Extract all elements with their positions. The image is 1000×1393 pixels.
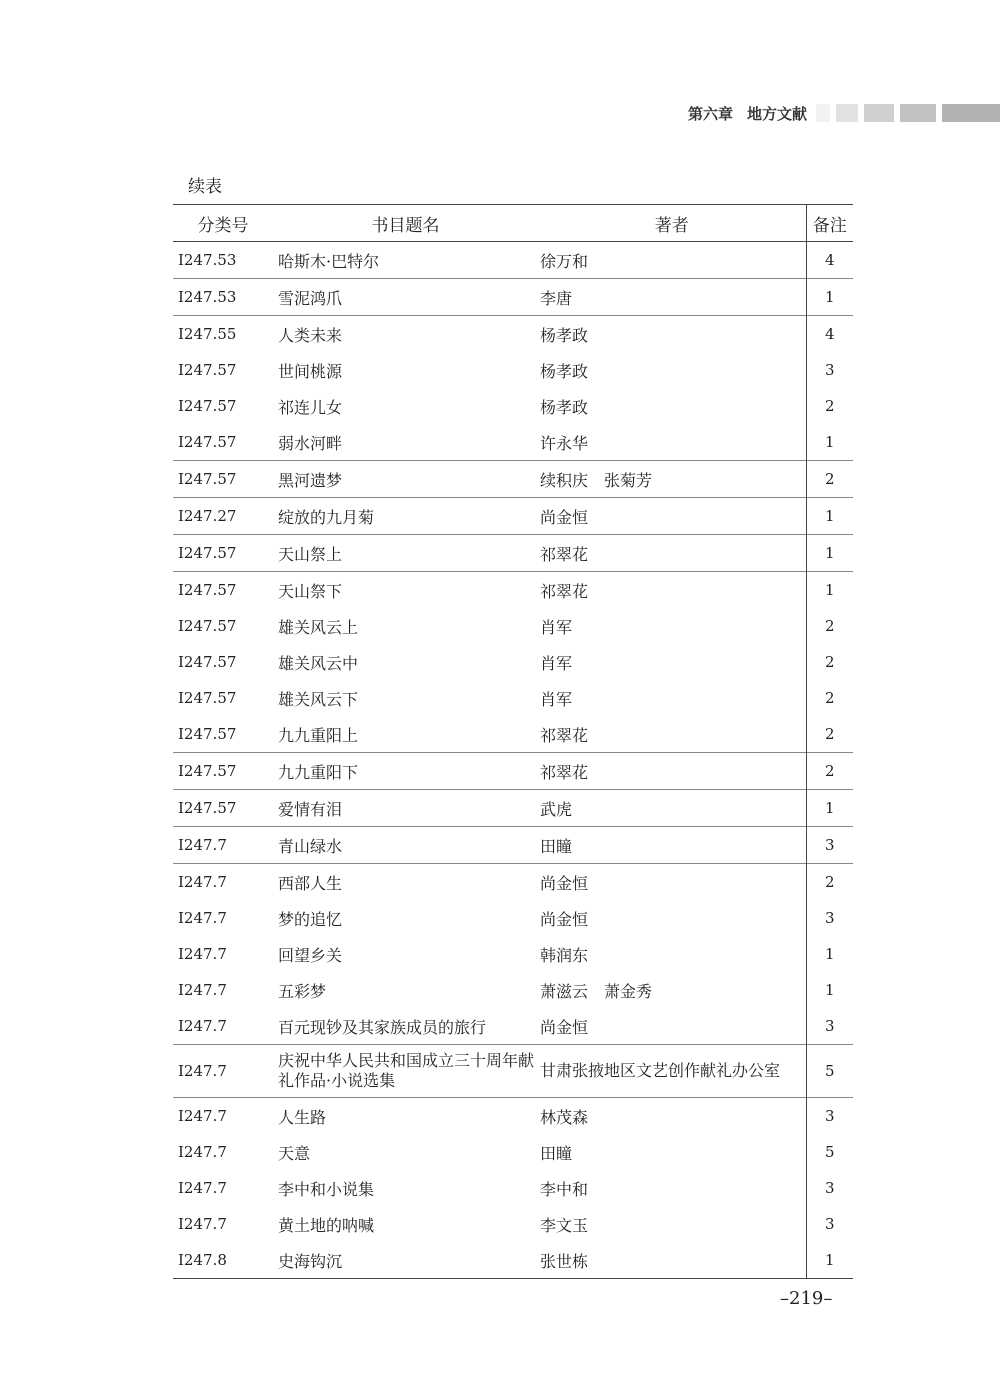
cell-title: 五彩梦 [278, 981, 327, 1001]
cell-author: 祁翠花 [540, 725, 589, 745]
cell-title: 祁连儿女 [278, 397, 343, 417]
section-label: 地方文献 [747, 105, 808, 123]
table-row [173, 572, 853, 609]
cell-code: I247.57 [178, 361, 237, 379]
cell-author: 杨孝政 [540, 397, 589, 417]
cell-title: 绽放的九月菊 [273, 498, 538, 535]
cell-title: 雄关风云中 [278, 653, 359, 673]
table-row [173, 864, 853, 901]
cell-note: 2 [806, 388, 853, 424]
table-row [173, 680, 853, 716]
continued-label: 续表 [188, 177, 222, 197]
cell-title: 百元现钞及其家族成员的旅行 [278, 1017, 487, 1037]
cell-code: I247.57 [178, 433, 237, 451]
cell-title: 天意 [278, 1143, 311, 1163]
table-row [173, 1008, 853, 1045]
cell-title: 李中和小说集 [278, 1179, 375, 1199]
cell-author: 祁翠花 [538, 572, 806, 609]
table-row [173, 644, 853, 680]
cell-note: 2 [806, 608, 853, 644]
cell-note: 1 [806, 972, 853, 1008]
cell-title: 雪泥鸿爪 [273, 279, 538, 316]
cell-note: 5 [806, 1134, 853, 1170]
cell-code: I247.57 [178, 725, 237, 743]
cell-author: 肖军 [540, 617, 573, 637]
cell-author: 祁翠花 [538, 535, 806, 572]
table-row [173, 1045, 853, 1098]
table-row [173, 900, 853, 936]
cell-note: 3 [806, 1206, 853, 1242]
table-row [173, 424, 853, 461]
cell-note: 1 [806, 424, 853, 461]
cell-note: 2 [806, 753, 853, 790]
cell-code: I247.57 [178, 617, 237, 635]
cell-code: I247.7 [178, 1017, 227, 1035]
cell-title: 九九重阳上 [278, 725, 359, 745]
cell-title: 梦的追忆 [278, 909, 343, 929]
cell-code: I247.57 [173, 790, 273, 827]
cell-author: 李中和 [540, 1179, 589, 1199]
cell-note: 4 [806, 316, 853, 353]
table-row [173, 535, 853, 572]
cell-author: 张世栋 [538, 1242, 806, 1279]
decor-bar [816, 104, 830, 122]
cell-title: 人类未来 [273, 316, 538, 353]
table-row [173, 242, 853, 279]
cell-code: I247.7 [178, 945, 227, 963]
decor-bar [836, 104, 858, 122]
cell-author: 续积庆 张菊芳 [538, 461, 806, 498]
cell-note: 2 [806, 461, 853, 498]
cell-code: I247.7 [178, 1215, 227, 1233]
table-row [173, 1098, 853, 1135]
column-header-note: 备注 [806, 205, 853, 242]
table-row [173, 388, 853, 424]
cell-author: 萧滋云 萧金秀 [540, 981, 653, 1001]
cell-author: 李唐 [538, 279, 806, 316]
column-header-code: 分类号 [173, 205, 273, 242]
cell-note: 1 [806, 535, 853, 572]
table-row [173, 972, 853, 1008]
table-row [173, 461, 853, 498]
cell-title: 九九重阳下 [273, 753, 538, 790]
column-header-author: 著者 [538, 205, 806, 242]
cell-author: 肖军 [540, 689, 573, 709]
cell-code: I247.57 [173, 461, 273, 498]
cell-author: 杨孝政 [540, 361, 589, 381]
cell-note: 1 [806, 1242, 853, 1279]
cell-title: 庆祝中华人民共和国成立三十周年献礼作品·小说选集 [273, 1045, 538, 1098]
cell-note: 4 [806, 242, 853, 279]
cell-note: 3 [806, 900, 853, 936]
cell-title: 哈斯木·巴特尔 [278, 251, 380, 271]
table-row [173, 352, 853, 388]
cell-code: I247.7 [178, 981, 227, 999]
cell-note: 3 [806, 827, 853, 864]
table-row [173, 279, 853, 316]
cell-note: 3 [806, 1098, 853, 1135]
cell-title: 回望乡关 [278, 945, 343, 965]
cell-note: 2 [806, 644, 853, 680]
cell-author: 武虎 [538, 790, 806, 827]
cell-author: 许永华 [540, 433, 589, 453]
cell-code: I247.57 [178, 653, 237, 671]
cell-code: I247.7 [173, 827, 273, 864]
cell-note: 2 [806, 680, 853, 716]
cell-code: I247.8 [173, 1242, 273, 1279]
table-row [173, 1170, 853, 1206]
cell-author: 尚金恒 [538, 864, 806, 901]
cell-code: I247.7 [178, 1143, 227, 1161]
table-row [173, 316, 853, 353]
table-row [173, 790, 853, 827]
cell-author: 徐万和 [540, 251, 589, 271]
table-row [173, 498, 853, 535]
cell-author: 林茂森 [538, 1098, 806, 1135]
book-table [173, 204, 853, 1279]
table-header-row [173, 205, 853, 242]
cell-title: 世间桃源 [278, 361, 343, 381]
cell-code: I247.7 [173, 864, 273, 901]
cell-code: I247.7 [178, 1179, 227, 1197]
cell-title: 天山祭下 [273, 572, 538, 609]
cell-author: 杨孝政 [538, 316, 806, 353]
page-number: –219– [780, 1288, 833, 1309]
cell-code: I247.57 [173, 572, 273, 609]
table-row [173, 608, 853, 644]
decor-bar [942, 104, 1000, 122]
cell-author: 尚金恒 [540, 1017, 589, 1037]
cell-code: I247.57 [178, 397, 237, 415]
cell-note: 3 [806, 1008, 853, 1045]
cell-author: 甘肃张掖地区文艺创作献礼办公室 [538, 1045, 806, 1098]
cell-note: 5 [806, 1045, 853, 1098]
table-body [173, 242, 853, 1279]
cell-note: 1 [806, 279, 853, 316]
chapter-label: 第六章 [688, 105, 734, 123]
cell-code: I247.57 [173, 753, 273, 790]
cell-note: 2 [806, 716, 853, 753]
table-row [173, 716, 853, 753]
cell-note: 3 [806, 1170, 853, 1206]
cell-author: 韩润东 [540, 945, 589, 965]
cell-code: I247.53 [178, 251, 237, 269]
cell-title: 西部人生 [273, 864, 538, 901]
cell-code: I247.55 [173, 316, 273, 353]
cell-author: 田瞳 [538, 827, 806, 864]
cell-author: 田瞳 [540, 1143, 573, 1163]
decor-bar [864, 104, 894, 122]
cell-note: 1 [806, 936, 853, 972]
cell-title: 黑河遗梦 [273, 461, 538, 498]
table-row [173, 1134, 853, 1170]
cell-title: 天山祭上 [273, 535, 538, 572]
cell-code: I247.7 [178, 909, 227, 927]
cell-author: 祁翠花 [538, 753, 806, 790]
cell-title: 弱水河畔 [278, 433, 343, 453]
cell-code: I247.57 [178, 689, 237, 707]
cell-code: I247.53 [173, 279, 273, 316]
cell-author: 尚金恒 [538, 498, 806, 535]
table-row [173, 1206, 853, 1242]
cell-code: I247.7 [173, 1045, 273, 1098]
decor-bar [900, 104, 936, 122]
cell-code: I247.57 [173, 535, 273, 572]
cell-title: 雄关风云上 [278, 617, 359, 637]
cell-code: I247.27 [173, 498, 273, 535]
cell-title: 青山绿水 [273, 827, 538, 864]
cell-note: 2 [806, 864, 853, 901]
cell-title: 黄土地的呐喊 [278, 1215, 375, 1235]
cell-author: 尚金恒 [540, 909, 589, 929]
cell-title: 人生路 [273, 1098, 538, 1135]
cell-author: 肖军 [540, 653, 573, 673]
cell-note: 3 [806, 352, 853, 388]
cell-note: 1 [806, 572, 853, 609]
table-row [173, 936, 853, 972]
table-row [173, 1242, 853, 1279]
table-row [173, 753, 853, 790]
chapter-header [688, 103, 807, 124]
table-row [173, 827, 853, 864]
cell-note: 1 [806, 498, 853, 535]
cell-title: 史海钩沉 [273, 1242, 538, 1279]
cell-note: 1 [806, 790, 853, 827]
cell-code: I247.7 [173, 1098, 273, 1135]
cell-title: 爱情有泪 [273, 790, 538, 827]
cell-title: 雄关风云下 [278, 689, 359, 709]
column-header-title: 书目题名 [273, 205, 538, 242]
cell-author: 李文玉 [540, 1215, 589, 1235]
